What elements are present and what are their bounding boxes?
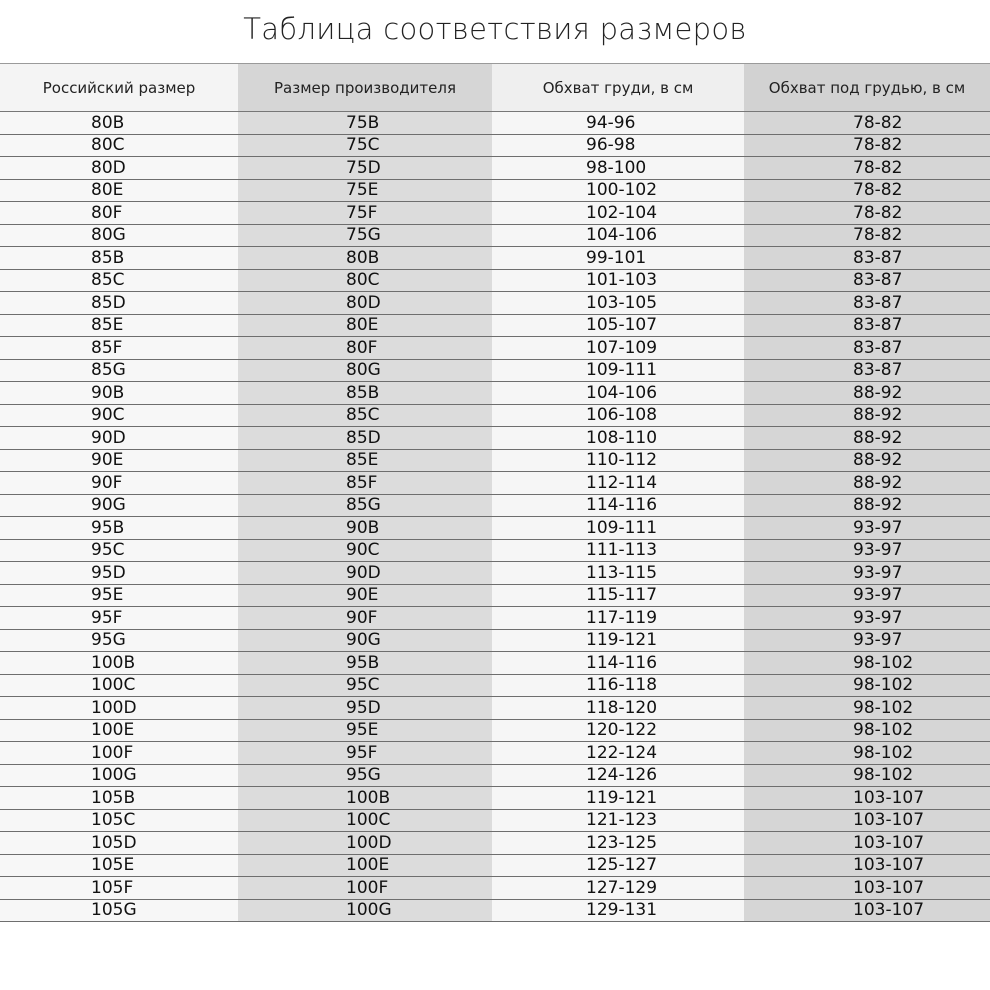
underbust-cell: 93-97 (744, 539, 990, 562)
russian-size-cell: 90F (0, 472, 238, 495)
russian-size-cell: 90B (0, 382, 238, 405)
bust-cell: 109-111 (492, 359, 744, 382)
bust-cell: 101-103 (492, 269, 744, 292)
bust-cell: 123-125 (492, 832, 744, 855)
underbust-cell: 83-87 (744, 292, 990, 315)
bust-cell: 120-122 (492, 719, 744, 742)
underbust-cell: 98-102 (744, 652, 990, 675)
manufacturer-size-cell: 80G (238, 359, 492, 382)
russian-size-cell: 85C (0, 269, 238, 292)
russian-size-cell: 105B (0, 787, 238, 810)
page-title: Таблица соответствия размеров (243, 12, 747, 46)
table-row (0, 562, 990, 585)
russian-size-cell: 100B (0, 652, 238, 675)
table-row (0, 337, 990, 360)
russian-size-cell: 90C (0, 404, 238, 427)
underbust-cell: 103-107 (744, 832, 990, 855)
table-row (0, 674, 990, 697)
manufacturer-size-cell: 85B (238, 382, 492, 405)
table-row (0, 292, 990, 315)
russian-size-cell: 80C (0, 134, 238, 157)
manufacturer-size-cell: 90E (238, 584, 492, 607)
russian-size-cell: 100C (0, 674, 238, 697)
bust-cell: 96-98 (492, 134, 744, 157)
russian-size-cell: 95C (0, 539, 238, 562)
bust-cell: 104-106 (492, 224, 744, 247)
bust-cell: 124-126 (492, 764, 744, 787)
manufacturer-size-cell: 95F (238, 742, 492, 765)
bust-cell: 104-106 (492, 382, 744, 405)
russian-size-cell: 95B (0, 517, 238, 540)
header-bust-circumference: Обхват груди, в см (492, 64, 744, 112)
table-body (0, 112, 990, 922)
underbust-cell: 88-92 (744, 472, 990, 495)
bust-cell: 100-102 (492, 179, 744, 202)
table-row (0, 224, 990, 247)
underbust-cell: 98-102 (744, 697, 990, 720)
manufacturer-size-cell: 75F (238, 202, 492, 225)
bust-cell: 121-123 (492, 809, 744, 832)
table-row (0, 697, 990, 720)
table-row (0, 764, 990, 787)
russian-size-cell: 80G (0, 224, 238, 247)
russian-size-cell: 90G (0, 494, 238, 517)
russian-size-cell: 100E (0, 719, 238, 742)
bust-cell: 103-105 (492, 292, 744, 315)
size-table-container (0, 63, 990, 922)
bust-cell: 113-115 (492, 562, 744, 585)
underbust-cell: 103-107 (744, 854, 990, 877)
table-row (0, 787, 990, 810)
table-row (0, 247, 990, 270)
manufacturer-size-cell: 90G (238, 629, 492, 652)
underbust-cell: 78-82 (744, 134, 990, 157)
table-row (0, 517, 990, 540)
underbust-cell: 103-107 (744, 877, 990, 900)
table-row (0, 832, 990, 855)
russian-size-cell: 85B (0, 247, 238, 270)
manufacturer-size-cell: 75D (238, 157, 492, 180)
table-header (0, 64, 990, 112)
bust-cell: 98-100 (492, 157, 744, 180)
manufacturer-size-cell: 80B (238, 247, 492, 270)
bust-cell: 111-113 (492, 539, 744, 562)
table-row (0, 269, 990, 292)
table-row (0, 607, 990, 630)
bust-cell: 107-109 (492, 337, 744, 360)
manufacturer-size-cell: 90D (238, 562, 492, 585)
bust-cell: 117-119 (492, 607, 744, 630)
bust-cell: 94-96 (492, 112, 744, 135)
manufacturer-size-cell: 100G (238, 899, 492, 922)
bust-cell: 114-116 (492, 494, 744, 517)
russian-size-cell: 80E (0, 179, 238, 202)
table-row (0, 359, 990, 382)
table-row (0, 179, 990, 202)
underbust-cell: 88-92 (744, 427, 990, 450)
bust-cell: 106-108 (492, 404, 744, 427)
manufacturer-size-cell: 90F (238, 607, 492, 630)
bust-cell: 115-117 (492, 584, 744, 607)
bust-cell: 114-116 (492, 652, 744, 675)
bust-cell: 118-120 (492, 697, 744, 720)
header-russian-size: Российский размер (0, 64, 238, 112)
table-row (0, 472, 990, 495)
manufacturer-size-cell: 95B (238, 652, 492, 675)
table-row (0, 314, 990, 337)
underbust-cell: 83-87 (744, 269, 990, 292)
table-row (0, 382, 990, 405)
underbust-cell: 103-107 (744, 809, 990, 832)
russian-size-cell: 85G (0, 359, 238, 382)
manufacturer-size-cell: 95D (238, 697, 492, 720)
table-row (0, 157, 990, 180)
russian-size-cell: 90D (0, 427, 238, 450)
bust-cell: 116-118 (492, 674, 744, 697)
underbust-cell: 88-92 (744, 404, 990, 427)
manufacturer-size-cell: 80C (238, 269, 492, 292)
size-table (0, 63, 990, 922)
underbust-cell: 98-102 (744, 719, 990, 742)
underbust-cell: 78-82 (744, 224, 990, 247)
underbust-cell: 78-82 (744, 112, 990, 135)
russian-size-cell: 105F (0, 877, 238, 900)
underbust-cell: 93-97 (744, 607, 990, 630)
table-row (0, 112, 990, 135)
bust-cell: 127-129 (492, 877, 744, 900)
manufacturer-size-cell: 85F (238, 472, 492, 495)
manufacturer-size-cell: 90C (238, 539, 492, 562)
header-manufacturer-size: Размер производителя (238, 64, 492, 112)
russian-size-cell: 100G (0, 764, 238, 787)
manufacturer-size-cell: 80E (238, 314, 492, 337)
underbust-cell: 78-82 (744, 157, 990, 180)
bust-cell: 112-114 (492, 472, 744, 495)
russian-size-cell: 95F (0, 607, 238, 630)
bust-cell: 125-127 (492, 854, 744, 877)
underbust-cell: 83-87 (744, 337, 990, 360)
underbust-cell: 98-102 (744, 674, 990, 697)
table-row (0, 719, 990, 742)
header-underbust-circumference: Обхват под грудью, в см (744, 64, 990, 112)
manufacturer-size-cell: 80D (238, 292, 492, 315)
russian-size-cell: 95G (0, 629, 238, 652)
manufacturer-size-cell: 85E (238, 449, 492, 472)
manufacturer-size-cell: 95E (238, 719, 492, 742)
table-row (0, 742, 990, 765)
russian-size-cell: 105G (0, 899, 238, 922)
bust-cell: 99-101 (492, 247, 744, 270)
manufacturer-size-cell: 90B (238, 517, 492, 540)
manufacturer-size-cell: 95C (238, 674, 492, 697)
underbust-cell: 93-97 (744, 562, 990, 585)
table-row (0, 652, 990, 675)
underbust-cell: 93-97 (744, 629, 990, 652)
manufacturer-size-cell: 100D (238, 832, 492, 855)
russian-size-cell: 105D (0, 832, 238, 855)
russian-size-cell: 95D (0, 562, 238, 585)
manufacturer-size-cell: 85G (238, 494, 492, 517)
manufacturer-size-cell: 100B (238, 787, 492, 810)
russian-size-cell: 85F (0, 337, 238, 360)
russian-size-cell: 95E (0, 584, 238, 607)
manufacturer-size-cell: 75B (238, 112, 492, 135)
russian-size-cell: 90E (0, 449, 238, 472)
manufacturer-size-cell: 75G (238, 224, 492, 247)
underbust-cell: 98-102 (744, 764, 990, 787)
manufacturer-size-cell: 100C (238, 809, 492, 832)
table-row (0, 539, 990, 562)
russian-size-cell: 105C (0, 809, 238, 832)
underbust-cell: 83-87 (744, 247, 990, 270)
underbust-cell: 103-107 (744, 899, 990, 922)
table-row (0, 854, 990, 877)
table-row (0, 584, 990, 607)
table-row (0, 877, 990, 900)
table-row (0, 494, 990, 517)
russian-size-cell: 85D (0, 292, 238, 315)
manufacturer-size-cell: 75C (238, 134, 492, 157)
underbust-cell: 88-92 (744, 494, 990, 517)
bust-cell: 102-104 (492, 202, 744, 225)
bust-cell: 122-124 (492, 742, 744, 765)
underbust-cell: 103-107 (744, 787, 990, 810)
russian-size-cell: 105E (0, 854, 238, 877)
table-row (0, 629, 990, 652)
underbust-cell: 78-82 (744, 179, 990, 202)
bust-cell: 119-121 (492, 787, 744, 810)
header-row (0, 64, 990, 112)
russian-size-cell: 80B (0, 112, 238, 135)
underbust-cell: 88-92 (744, 449, 990, 472)
table-row (0, 134, 990, 157)
manufacturer-size-cell: 75E (238, 179, 492, 202)
underbust-cell: 78-82 (744, 202, 990, 225)
underbust-cell: 83-87 (744, 314, 990, 337)
underbust-cell: 93-97 (744, 517, 990, 540)
manufacturer-size-cell: 85D (238, 427, 492, 450)
table-row (0, 449, 990, 472)
manufacturer-size-cell: 100F (238, 877, 492, 900)
bust-cell: 105-107 (492, 314, 744, 337)
manufacturer-size-cell: 100E (238, 854, 492, 877)
bust-cell: 129-131 (492, 899, 744, 922)
table-row (0, 899, 990, 922)
underbust-cell: 93-97 (744, 584, 990, 607)
table-row (0, 404, 990, 427)
underbust-cell: 98-102 (744, 742, 990, 765)
manufacturer-size-cell: 80F (238, 337, 492, 360)
table-row (0, 809, 990, 832)
table-row (0, 427, 990, 450)
russian-size-cell: 100D (0, 697, 238, 720)
russian-size-cell: 100F (0, 742, 238, 765)
bust-cell: 108-110 (492, 427, 744, 450)
underbust-cell: 88-92 (744, 382, 990, 405)
russian-size-cell: 80F (0, 202, 238, 225)
bust-cell: 119-121 (492, 629, 744, 652)
manufacturer-size-cell: 85C (238, 404, 492, 427)
underbust-cell: 83-87 (744, 359, 990, 382)
table-row (0, 202, 990, 225)
manufacturer-size-cell: 95G (238, 764, 492, 787)
bust-cell: 110-112 (492, 449, 744, 472)
bust-cell: 109-111 (492, 517, 744, 540)
russian-size-cell: 85E (0, 314, 238, 337)
russian-size-cell: 80D (0, 157, 238, 180)
